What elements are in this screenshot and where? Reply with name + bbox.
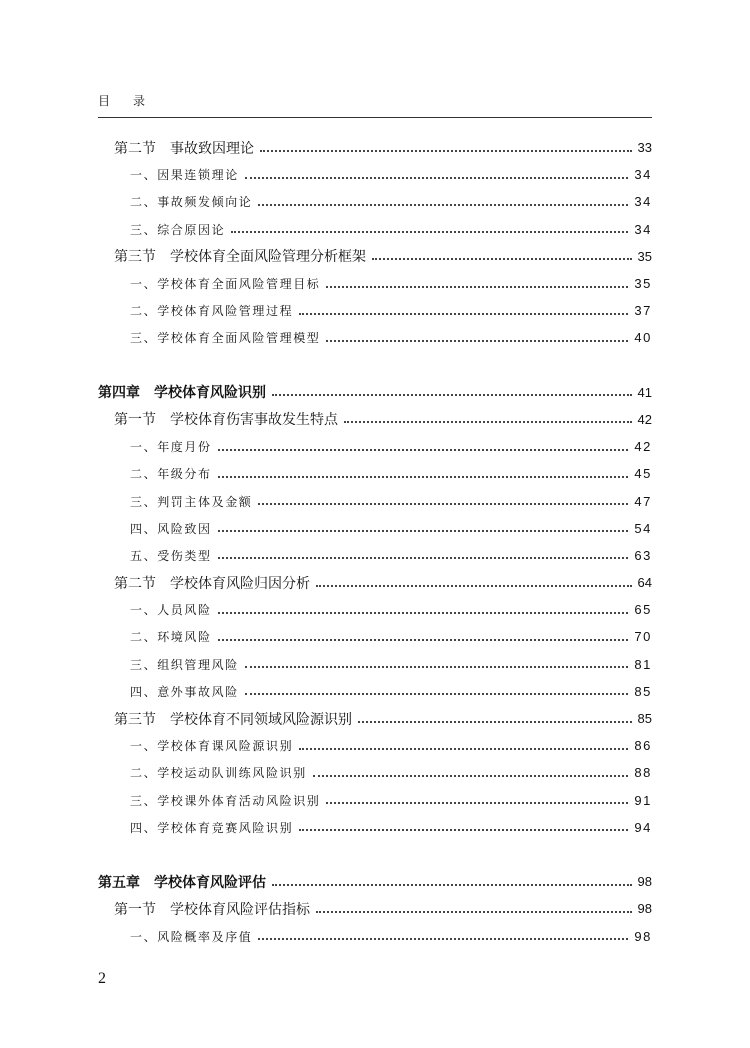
header-left-char: 目: [98, 94, 112, 108]
toc-sub-row[interactable]: [98, 787, 652, 814]
toc-entry-title: 五、受伤类型: [130, 548, 212, 563]
toc-entry-title: 第五章 学校体育风险评估: [98, 874, 266, 891]
toc-dot-leader: [316, 911, 632, 913]
toc-entry-page: 85: [634, 683, 652, 699]
toc-entry-title: 第二节 事故致因理论: [114, 140, 254, 157]
toc-entry-title: 三、综合原因论: [130, 222, 226, 237]
toc-entry-title: 二、学校体育风险管理过程: [130, 304, 294, 319]
toc-dot-leader: [258, 938, 628, 940]
toc-dot-leader: [218, 557, 629, 559]
toc-entry-title: 二、环境风险: [130, 630, 212, 645]
toc-dot-leader: [218, 612, 629, 614]
toc-sub-row[interactable]: [98, 433, 652, 460]
toc-entry-page: 85: [637, 711, 652, 727]
toc-section-row[interactable]: [98, 134, 652, 161]
toc-entry-title: 二、学校运动队训练风险识别: [130, 766, 307, 781]
toc-sub-row[interactable]: [98, 324, 652, 351]
toc-entry-page: 34: [634, 194, 652, 210]
toc-entry-title: 一、因果连锁理论: [130, 168, 239, 183]
toc-chapter-row[interactable]: [98, 379, 652, 406]
toc-entry-page: 64: [637, 575, 652, 591]
toc-entry-page: 98: [634, 928, 652, 944]
toc-dot-leader: [326, 802, 628, 804]
toc-entry-title: 一、学校体育全面风险管理目标: [130, 277, 321, 292]
toc-entry-page: 86: [634, 738, 652, 754]
toc-entry-page: 41: [637, 384, 652, 400]
toc-entry-page: 47: [634, 493, 652, 509]
toc-dot-leader: [358, 721, 632, 723]
toc-entry-page: 91: [634, 792, 652, 808]
header-rule: [98, 117, 652, 118]
toc-entry-page: 65: [634, 602, 652, 618]
toc-dot-leader: [326, 286, 628, 288]
toc-sub-row[interactable]: [98, 759, 652, 786]
toc-dot-leader: [316, 585, 632, 587]
toc-dot-leader: [344, 421, 632, 423]
toc-entry-page: 94: [634, 819, 652, 835]
toc-dot-leader: [326, 340, 628, 342]
toc-entry-page: 88: [634, 765, 652, 781]
chapter-gap: [98, 841, 652, 868]
toc-sub-row[interactable]: [98, 922, 652, 949]
toc-dot-leader: [372, 258, 632, 260]
toc-entry-page: 34: [634, 167, 652, 183]
toc-section-row[interactable]: [98, 895, 652, 922]
toc-entry-page: 54: [634, 520, 652, 536]
toc-dot-leader: [245, 666, 629, 668]
toc-entry-title: 第三节 学校体育不同领域风险源识别: [114, 711, 352, 728]
toc-dot-leader: [299, 829, 628, 831]
toc-entry-page: 35: [637, 248, 652, 264]
toc-entry-page: 81: [634, 656, 652, 672]
toc-entry-title: 四、学校体育竞赛风险识别: [130, 820, 294, 835]
toc-entry-page: 45: [634, 466, 652, 482]
toc-entry-title: 第三节 学校体育全面风险管理分析框架: [114, 249, 366, 266]
toc-entry-title: 一、学校体育课风险源识别: [130, 739, 294, 754]
toc-sub-row[interactable]: [98, 460, 652, 487]
toc-entry-title: 四、风险致因: [130, 521, 212, 536]
toc-sub-row[interactable]: [98, 814, 652, 841]
toc-entry-page: 98: [637, 874, 652, 890]
toc-entry-page: 70: [634, 629, 652, 645]
toc-sub-row[interactable]: [98, 161, 652, 188]
toc-entry-title: 三、学校课外体育活动风险识别: [130, 793, 321, 808]
toc-sub-row[interactable]: [98, 188, 652, 215]
toc-sub-row[interactable]: [98, 542, 652, 569]
toc-entry-title: 第一节 学校体育伤害事故发生特点: [114, 412, 338, 429]
toc-dot-leader: [218, 449, 629, 451]
toc-dot-leader: [258, 204, 628, 206]
toc-dot-leader: [299, 748, 628, 750]
toc-dot-leader: [260, 150, 632, 152]
toc-entry-page: 42: [637, 411, 652, 427]
toc-entry-page: 98: [637, 901, 652, 917]
toc-sub-row[interactable]: [98, 216, 652, 243]
toc-dot-leader: [231, 231, 628, 233]
toc-sub-row[interactable]: [98, 596, 652, 623]
toc-entry-page: 33: [637, 140, 652, 156]
toc-dot-leader: [218, 476, 629, 478]
toc-section-row[interactable]: [98, 406, 652, 433]
header-right-char: 录: [133, 94, 147, 108]
toc-sub-row[interactable]: [98, 297, 652, 324]
toc-entry-title: 二、年级分布: [130, 467, 212, 482]
toc-entry-title: 三、判罚主体及金额: [130, 494, 253, 509]
toc-entry-page: 37: [634, 303, 652, 319]
toc-dot-leader: [272, 884, 632, 886]
toc-entry-page: 42: [634, 439, 652, 455]
toc-section-row[interactable]: [98, 569, 652, 596]
toc-entry-title: 第二节 学校体育风险归因分析: [114, 575, 310, 592]
running-header: [98, 92, 652, 109]
toc-entry-page: 40: [634, 330, 652, 346]
toc-entry-page: 35: [634, 276, 652, 292]
toc-section-row[interactable]: [98, 705, 652, 732]
toc-dot-leader: [245, 177, 629, 179]
toc-entry-title: 一、年度月份: [130, 440, 212, 455]
toc-entry-title: 四、意外事故风险: [130, 684, 239, 699]
toc-entry-title: 三、学校体育全面风险管理模型: [130, 331, 321, 346]
toc-section-row[interactable]: [98, 243, 652, 270]
toc-entry-page: 34: [634, 221, 652, 237]
toc-sub-row[interactable]: [98, 678, 652, 705]
toc-sub-row[interactable]: [98, 651, 652, 678]
toc-chapter-row[interactable]: [98, 868, 652, 895]
toc-sub-row[interactable]: [98, 515, 652, 542]
toc-dot-leader: [272, 394, 632, 396]
toc-dot-leader: [258, 503, 628, 505]
toc-dot-leader: [245, 693, 629, 695]
toc-entry-title: 第四章 学校体育风险识别: [98, 385, 266, 402]
toc-sub-row[interactable]: [98, 732, 652, 759]
toc-dot-leader: [218, 639, 629, 641]
toc-entry-title: 三、组织管理风险: [130, 657, 239, 672]
toc-dot-leader: [313, 775, 629, 777]
toc-entry-page: 63: [634, 547, 652, 563]
toc-sub-row[interactable]: [98, 623, 652, 650]
toc-entry-title: 一、人员风险: [130, 603, 212, 618]
chapter-gap: [98, 352, 652, 379]
toc-dot-leader: [218, 530, 629, 532]
page-number: 2: [98, 970, 106, 987]
toc-sub-row[interactable]: [98, 487, 652, 514]
toc-entry-title: 第一节 学校体育风险评估指标: [114, 901, 310, 918]
toc-dot-leader: [299, 313, 628, 315]
toc-entry-title: 一、风险概率及序值: [130, 929, 253, 944]
toc-sub-row[interactable]: [98, 270, 652, 297]
table-of-contents: [98, 134, 652, 950]
toc-entry-title: 二、事故频发倾向论: [130, 195, 253, 210]
